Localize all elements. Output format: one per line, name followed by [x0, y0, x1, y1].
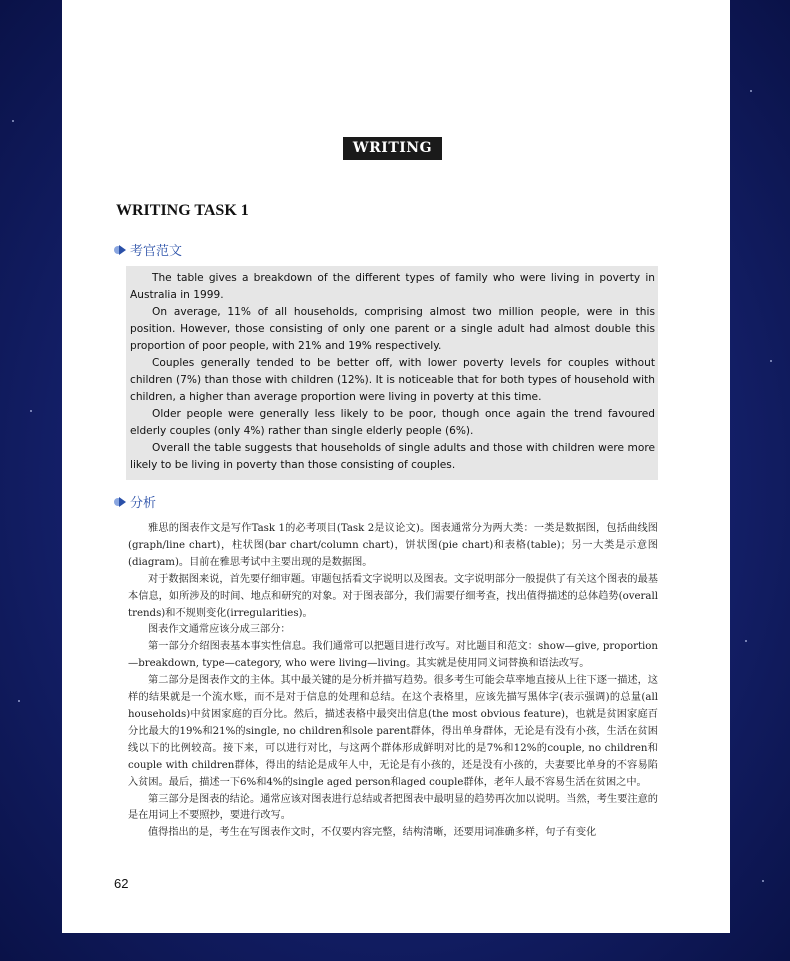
analysis-paragraph: 图表作文通常应该分成三部分： — [148, 624, 291, 636]
analysis-paragraph: 值得指出的是，考生在写图表作文时，不仅要内容完整，结构清晰，还要用词准确多样，句子有变化 — [148, 827, 597, 839]
sample-essay-box — [126, 266, 658, 480]
analysis-paragraph: 第二部分是图表作文的主体。其中最关键的是分析并描写趋势。很多考生可能会草率地直接从上往下逐一描述，这样的结果就是一个流水账，而不是对于信息的处理和总结。在这个表格里，应该先描写黑体字(表示强调)的总量(all households)中贫困家庭的百分比。然后，描述表格中最突出信息(the most obvious feature)，也就是贫困家庭百分比最大的19%和21%的single, no children和sole parent群体，得出单身群体，无论是有没有小孩，生活在贫困线以下的比例较高。接下来，可以进行对比，与这两个群体形成鲜明对比的是7%和12%的couple, no children和couple with children群体，得出的结论是成年人中，无论是有小孩的，还是没有小孩的，夫妻要比单身的不容易陷入贫困。最后，描述一下6%和4%的single aged person和aged couple群体，老年人最不容易生活在贫困之中。 — [128, 675, 658, 788]
star-decoration — [762, 880, 764, 882]
analysis-paragraph: 雅思的图表作文是写作Task 1的必考项目(Task 2是议论文)。图表通常分为两大类：一类是数据图，包括曲线图(graph/line chart)，柱状图(bar chart/column chart)，饼状图(pie chart)和表格(table)；另一大类是示意图(diagram)。目前在雅思考试中主要出现的是数据图。 — [128, 523, 658, 568]
analysis-paragraph: 第一部分介绍图表基本事实性信息。我们通常可以把题目进行改写。对比题目和范文：show—give, proportion—breakdown, type—category, who were living—living。其实就是使用同义词替换和语法改写。 — [128, 641, 658, 670]
analysis-body — [128, 521, 658, 842]
star-decoration — [770, 360, 772, 362]
star-decoration — [750, 90, 752, 92]
analysis-heading-text: 分析 — [130, 496, 157, 511]
sample-paragraph: The table gives a breakdown of the different types of family who were living in poverty in Australia in 1999. — [130, 272, 655, 301]
sample-paragraph: On average, 11% of all households, comprising almost two million people, were in this position. However, those consisting of only one parent or a single adult had almost double this proportion of poor people, with 21% and 19% respectively. — [130, 306, 655, 352]
sample-paragraph: Older people were generally less likely to be poor, though once again the trend favoured elderly couples (only 4%) rather than single elderly people (6%). — [130, 408, 655, 437]
book-page — [62, 0, 730, 933]
sample-paragraph: Overall the table suggests that households of single adults and those with children were more likely to be living in poverty than those consisting of couples. — [130, 442, 655, 471]
arrow-bullet-icon — [114, 496, 126, 508]
analysis-paragraph: 对于数据图来说，首先要仔细审题。审题包括看文字说明以及图表。文字说明部分一般提供了有关这个图表的最基本信息，如所涉及的时间、地点和研究的对象。对于图表部分，我们需要仔细考查，找出值得描述的总体趋势(overall trends)和不规则变化(irregularities)。 — [128, 573, 658, 619]
star-decoration — [12, 120, 14, 122]
sample-heading-text: 考官范文 — [130, 244, 183, 259]
section-label: WRITING — [343, 137, 442, 160]
star-decoration — [745, 640, 747, 642]
star-decoration — [18, 700, 20, 702]
page-number: 62 — [114, 876, 129, 891]
analysis-heading — [114, 492, 156, 511]
sample-paragraph: Couples generally tended to be better off, with lower poverty levels for couples without children (7%) than those with children (12%). It is noticeable that for both types of household with children, a higher than average proportion were living in poverty at this time. — [130, 357, 655, 403]
task-title: WRITING TASK 1 — [116, 202, 249, 219]
sample-heading — [114, 240, 182, 259]
arrow-bullet-icon — [114, 244, 126, 256]
star-decoration — [30, 410, 32, 412]
analysis-paragraph: 第三部分是图表的结论。通常应该对图表进行总结或者把图表中最明显的趋势再次加以说明。当然，考生要注意的是在用词上不要照抄，要进行改写。 — [128, 793, 658, 822]
